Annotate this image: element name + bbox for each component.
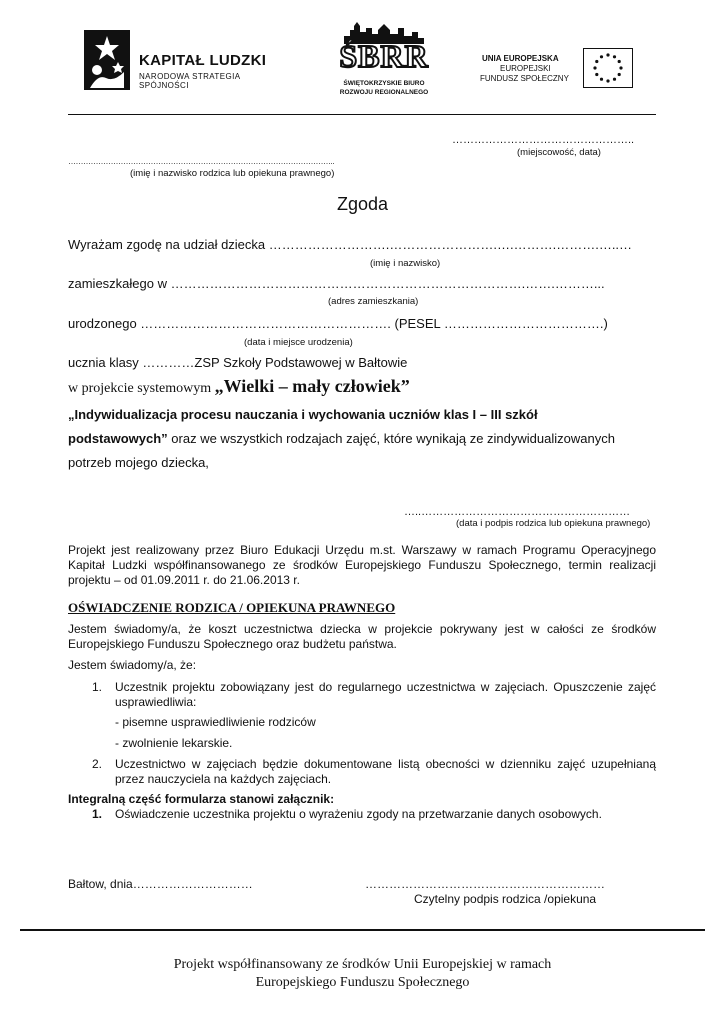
footer-place-date: Bałtow, dnia………………………… [68,877,253,891]
parent-name-dots: …………………………………………………………………………………………….. [68,157,334,166]
kapital-ludzki-title: KAPITAŁ LUDZKI [139,52,267,69]
consent-line-class: ucznia klasy …………ZSP Szkoły Podstawowej w Bałtowie [68,355,408,370]
footer-line1: Projekt współfinansowany ze środków Unii Europejskiej w ramach [173,957,552,972]
kapital-ludzki-logo [84,30,284,92]
parent-name-label: (imię i nazwisko rodzica lub opiekuna prawnego) [130,168,335,179]
consent-line-address: zamieszkałego w ……………………………………………………………………….…….………... [68,276,605,291]
consent-line-birth: urodzonego …………………………………………………. (PESEL ……………………………….) [68,316,608,331]
footer-divider [20,929,705,931]
footer-signature-label: Czytelny podpis rodzica /opiekuna [414,892,597,906]
eu-line3: FUNDUSZ SPOŁECZNY [480,74,569,83]
eu-line1: UNIA EUROPEJSKA [482,54,559,63]
eu-flag-icon [583,48,633,88]
attachment-item: Oświadczenie uczestnika projektu o wyrażeniu zgody na przetwarzanie danych osobowych. [115,807,602,821]
declaration-heading: OŚWIADCZENIE RODZICA / OPIEKUNA PRAWNEGO [68,600,396,615]
declaration-sub1: - pisemne usprawiedliwienie rodziców [115,715,316,729]
program-bold-end: podstawowych” [68,431,168,446]
sbrr-line1: ŚWIĘTOKRZYSKIE BIURO [343,80,425,87]
consent-line-needs: potrzeb mojego dziecka, [68,455,209,470]
kapital-ludzki-subtitle: NARODOWA STRATEGIA SPÓJNOŚCI [139,72,240,90]
declaration-item1-num: 1. [92,680,103,694]
consent-label-child: (imię i nazwisko) [370,258,441,269]
project-prefix: w projekcie systemowym [68,381,215,396]
consent-line-child: Wyrażam zgodę na udział dziecka ……………………….…………………….….……….……….…..… [68,237,633,252]
consent-label-address: (adres zamieszkania) [328,296,419,307]
declaration-para2: Jestem świadomy/a, że: [68,658,197,672]
sbrr-logo [330,22,438,104]
declaration-para1: Jestem świadomy/a, że koszt uczestnictwa dziecka w projekcie pokrywany jest w całości ze środków Europejskiego Funduszu Społecznego oraz budżetu państwa. [68,622,656,651]
sbrr-line2: ROZWOJU REGIONALNEGO [339,89,429,96]
attachment-heading: Integralną część formularza stanowi załącznik: [68,792,335,806]
program-rest: oraz we wszystkich rodzajach zajęć, które wynikają ze zindywidualizowanych [167,431,615,446]
footer-signature-dots: …………………………………………………… [365,877,605,891]
place-date-dots: ………………………………………….. [452,134,635,146]
consent-line-program-cont [68,430,615,447]
header-divider [68,114,656,115]
declaration-item2: Uczestnictwo w zajęciach będzie dokumentowane listą obecności w dzienniku zajęć uzupełnianą przez nauczyciela na każdych zajęciach. [115,757,656,786]
signature1-label: (data i podpis rodzica lub opiekuna prawnego) [456,518,651,529]
attachment-num: 1. [92,807,103,821]
eu-line2: EUROPEJSKI [500,64,551,73]
place-date-label: (miejscowość, data) [517,147,601,158]
eu-logo [470,46,635,96]
declaration-item2-num: 2. [92,757,103,771]
consent-label-birth: (data i miejsce urodzenia) [244,337,353,348]
project-info: Projekt jest realizowany przez Biuro Edukacji Urzędu m.st. Warszawy w ramach Programu Operacyjnego Kapitał Ludzki współfinansowanego ze środków Europejskiego Funduszu Społecznego, termin realizacji projektu – od 01.09.2011 r. do 21.06.2013 r. [68,543,656,587]
document-title: Zgoda [336,194,389,214]
footer-line2: Europejskiego Funduszu Społecznego [255,975,470,990]
consent-line-program: „Indywidualizacja procesu nauczania i wychowania uczniów klas I – III szkół [68,407,538,422]
declaration-sub2: - zwolnienie lekarskie. [115,736,233,750]
kapital-ludzki-emblem-icon [84,30,130,90]
project-name: „Wielki – mały człowiek” [214,376,410,396]
consent-line-project [68,378,410,397]
signature1-dots: …..………………………………………………… [404,506,631,518]
declaration-item1: Uczestnik projektu zobowiązany jest do regularnego uczestnictwa w zajęciach. Opuszczenie zajęć usprawiedliwia: [115,680,656,709]
sbrr-wordmark: ŚBRR [339,38,429,74]
